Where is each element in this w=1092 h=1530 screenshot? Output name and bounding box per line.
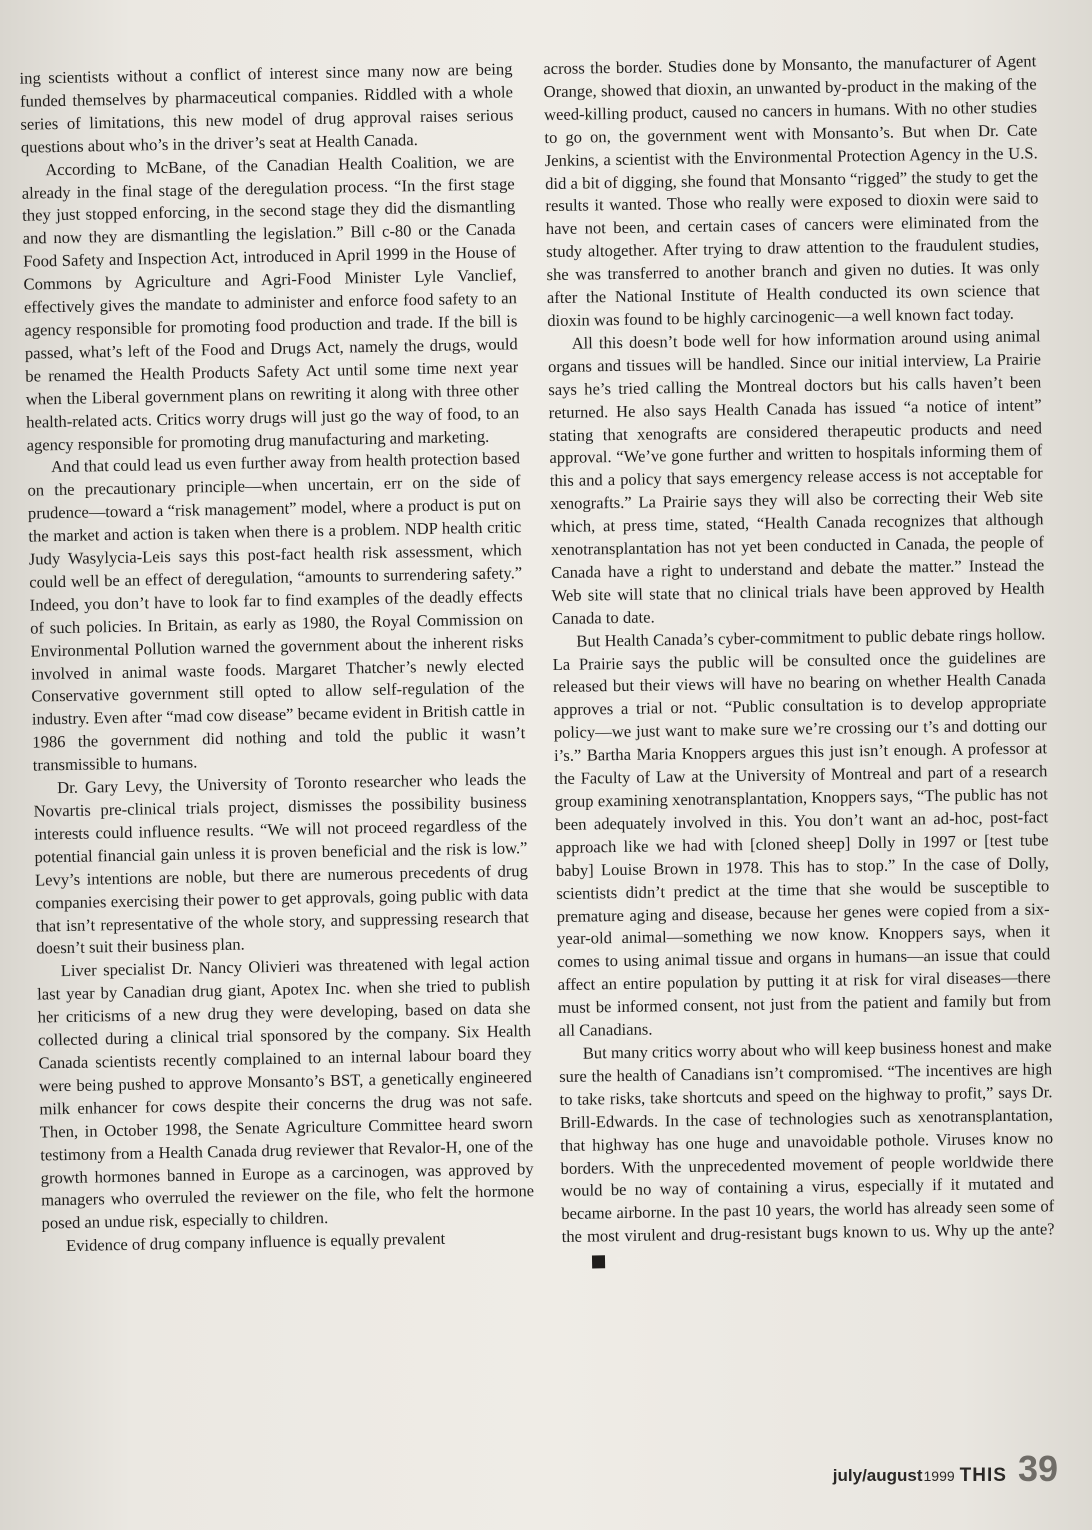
footer-magazine-name: THIS bbox=[959, 1465, 1007, 1486]
footer-issue: july/august bbox=[832, 1466, 923, 1485]
paragraph: All this doesn’t bode well for how information around using animal organs and tissues will be handled. Since our initial interview, La Prairie says he’s tried calling the Montreal doctors but his calls haven’t been returned. He also says Health Canada has issued “a notice of intent” stating that xenografts are considered therapeutic products and need approval. “We’ve gone further and written to hospitals informing them of this and a policy that says emergency release access is not acceptable for xenografts.” La Prairie says they will also be correcting their Web site which, at press time, stated, “Health Canada recognizes that although xenotransplantation has not yet been conducted in Canada, the people of Canada have a right to understand and debate the matter.” Instead the Web site will state that no clinical trials have been approved by Health Canada to date. bbox=[547, 326, 1045, 628]
page-number: 39 bbox=[1017, 1448, 1058, 1489]
paragraph: across the border. Studies done by Monsanto, the manufacturer of Agent Orange, showed that dioxin, an unwanted by-product in the making of the weed-killing product, caused no cancers in humans. With no other studies to go on, the government went with Monsanto’s. But when Dr. Cate Jenkins, a scientist with the Environmental Protection Agency in the U.S. did a bit of digging, she found that Monsanto “rigged” the study to get the results it wanted. Those who really were exposed to dioxin were said to have not been, and certain cases of cancers were eliminated from the study altogether. After trying to draw attention to the fraudulent studies, she was transferred to another branch and given no duties. It was only after the National Institute of Health conducted its own science that dioxin was found to be highly carcinogenic—a well known fact today. bbox=[543, 51, 1040, 331]
paragraph: According to McBane, of the Canadian Health Coalition, we are already in the final stage of the deregulation process. “In the first stage they just stopped enforcing, in the second stage they did the dismantling and now they are dismantling the legislation.” Bill c-80 or the Canada Food Safety and Inspection Act, introduced in April 1999 in the House of Commons by Agriculture and Agri-Food Minister Lyle Vanclief, effectively gives the mandate to administer and enforce food safety to an agency responsible for promoting food production and trade. If the bill is passed, what’s left of the Food and Drugs Act, namely the drugs, would be renamed the Health Products Safety Act until some time next year when the Liberal government plans on rewriting it along with three other health-related acts. Critics worry drugs will just go the way of food, to an agency responsible for promoting drug manufacturing and marketing. bbox=[21, 150, 520, 455]
end-of-article-mark: T bbox=[592, 1255, 605, 1268]
left-column bbox=[19, 58, 539, 1459]
footer-year: 1999 bbox=[923, 1468, 955, 1484]
paragraph: Dr. Gary Levy, the University of Toronto researcher who leads the Novartis pre-clinical trials project, dismisses the possibility business interests could influence results. “We will not proceed regardless of the potential financial gain unless it is proven beneficial and the risk is low.” Levy’s intentions are noble, but there are numerous precedents of drug companies exercising their power to get approvals, going public with data that isn’t representative of the whole story, and suppressing research that doesn’t suit their business plan. bbox=[33, 769, 529, 958]
paragraph: But many critics worry about who will keep business honest and make sure the health of Canadians isn’t compromised. “The incentives are high to take risks, take shortcuts and speed on the highway to profit,” says Dr. Brill-Edwards. In the case of technologies such as xenotransplantation, that highway has one huge and unavoidable pothole. Viruses know no borders. With the unprecedented movement of people worldwide there would be no way of containing a virus, especially if it mutated and became airborne. In the past 10 years, the world has already seen some of the most virulent and drug-resistant bugs known to us. Why up the ante?T bbox=[558, 1036, 1055, 1268]
right-column bbox=[539, 50, 1058, 1450]
page-footer bbox=[833, 1448, 1058, 1490]
paragraph: But Health Canada’s cyber-commitment to public debate rings hollow. La Prairie says the public will be consulted once the guidelines are released but their views will have no bearing on whether Health Canada approves a trial or not. “Public consultation is to develop appropriate policy—we just want to make sure we’re crossing our t’s and dotting our i’s.” Bartha Maria Knoppers argues this just isn’t enough. A professor at the Faculty of Law at the University of Montreal and part of a research group examining xenotransplantation, Knoppers says, “The public has not been adequately involved in this. You don’t want an ad-hoc, post-fact approach like we had with [cloned sheep] Dolly in 1997 or [test tube baby] Louise Brown in 1978. This has to stop.” In the case of Dolly, scientists didn’t predict at the time that she would be susceptible to premature aging and disease, because her genes were copied from a six-year-old animal—something we now know. Knoppers says, when it comes to using animal tissue and organs in humans—an issue that could affect an entire population by putting it at risk for viral diseases—there must be informed consent, not just from the patient and family but from all Canadians. bbox=[552, 623, 1052, 1041]
paragraph: ing scientists without a conflict of interest since many now are being funded themselves by pharmaceutical companies. Riddled with a whole series of limitations, this new model of drug approval raises serious questions about who’s in the driver’s seat at Health Canada. bbox=[19, 59, 514, 157]
paragraph: Liver specialist Dr. Nancy Olivieri was threatened with legal action last year by Canadian drug giant, Apotex Inc. when she tried to publish her criticisms of a new drug they were developing, based on data she collected during a clinical trial sponsored by the company. Six Health Canada scientists recently complained to an internal labour board they were being pushed to approve Monsanto’s BST, a genetically engineered milk enhancer for cows despite their concerns the drug was not safe. Then, in October 1998, the Senate Agriculture Committee heard sworn testimony from a Health Canada drug reviewer that Revalor-H, one of the growth hormones banned in Europe as a carcinogen, was approved by managers who overruled the reviewer on the file, who felt the hormone posed an undue risk, especially to children. bbox=[36, 952, 535, 1233]
paragraph: Evidence of drug company influence is equally prevalent bbox=[65, 1228, 446, 1256]
article-body bbox=[19, 51, 1058, 1450]
paragraph: And that could lead us even further away from health protection based on the precautionary principle—when uncertain, err on the side of prudence—toward a “risk management” model, where a product is put on the market and action is taken when there is a problem. NDP health critic Judy Wasylycia-Leis says this post-fact health risk assessment, which could well be an effect of deregulation, “amounts to surrendering safety.” Indeed, you don’t have to look far to find examples of the deadly effects of such policies. In Britain, as early as 1980, the Royal Commission on Environmental Pollution warned the government about the inherent risks involved in animal waste foods. Margaret Thatcher’s newly elected Conservative government still opted to allow self-regulation of the industry. Even after “mad cow disease” became evident in British cattle in 1986 the government did nothing and told the public it wasn’t transmissible to humans. bbox=[27, 448, 526, 775]
